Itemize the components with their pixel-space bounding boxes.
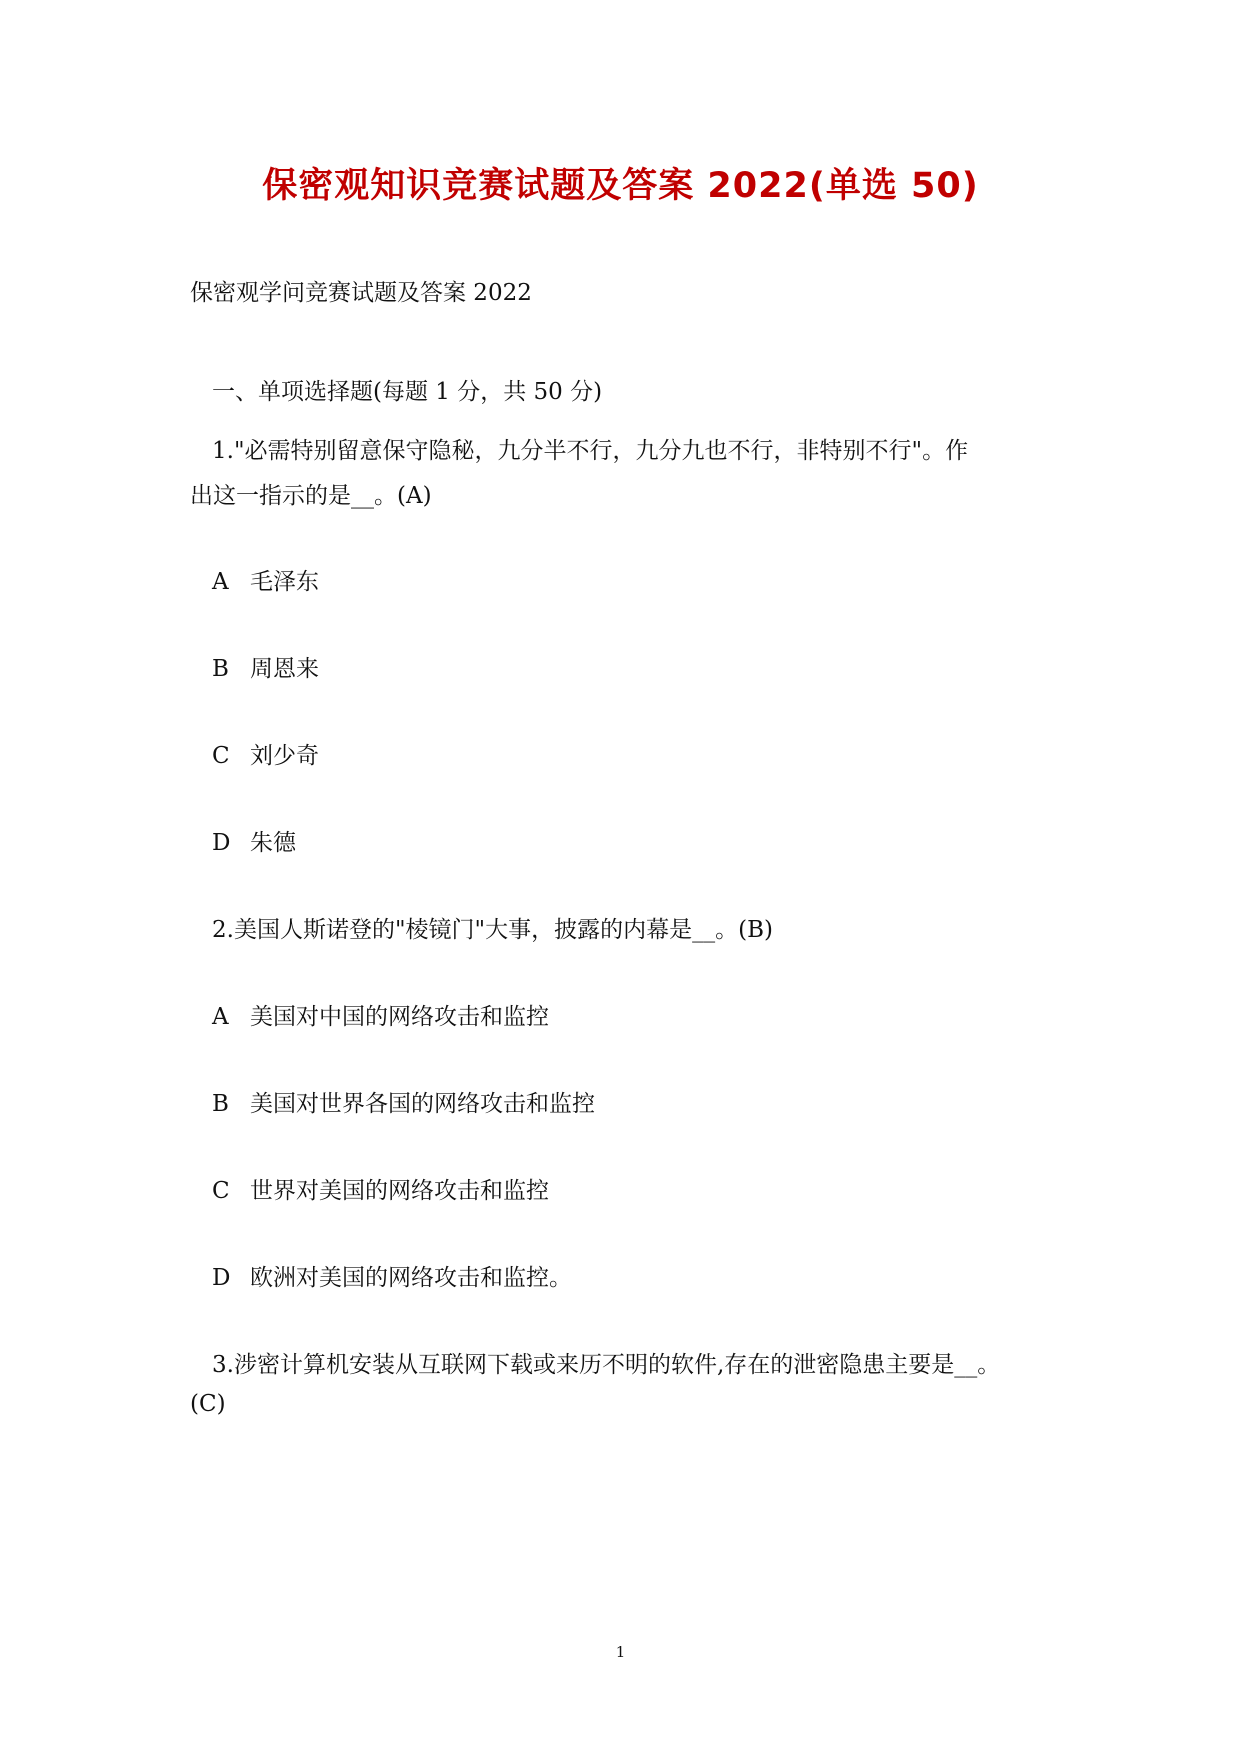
option-text: 世界对美国的网络攻击和监控 [250,1178,549,1204]
question-2-option-a [212,998,549,1031]
option-letter: D [212,1265,231,1291]
option-text: 美国对世界各国的网络攻击和监控 [250,1091,595,1117]
option-letter: B [212,1091,229,1117]
question-3-text-continued: (C) [190,1391,226,1417]
question-1-option-d [212,824,296,857]
option-text: 毛泽东 [250,569,319,595]
question-1-option-a [212,563,319,596]
question-2-option-b [212,1085,595,1118]
option-text: 欧洲对美国的网络攻击和监控。 [250,1265,572,1291]
page-number: 1 [615,1643,626,1661]
option-letter: B [212,656,229,682]
option-text: 刘少奇 [250,743,319,769]
option-letter: C [212,743,230,769]
option-text: 周恩来 [250,656,319,682]
option-text: 美国对中国的网络攻击和监控 [250,1004,549,1030]
question-1-option-c [212,737,319,770]
question-2-option-d [212,1259,572,1292]
question-1-text-continued: 出这一指示的是__。(A) [190,483,432,509]
option-letter: C [212,1178,230,1204]
question-1-option-b [212,650,319,683]
document-subtitle: 保密观学问竞赛试题及答案 2022 [190,280,532,306]
section-heading: 一、单项选择题(每题 1 分，共 50 分) [212,379,603,405]
question-3-text: 3.涉密计算机安装从互联网下载或来历不明的软件,存在的泄密隐患主要是__。 [212,1352,1001,1378]
question-2-text: 2.美国人斯诺登的"棱镜门"大事，披露的内幕是__。(B) [212,917,773,943]
option-text: 朱德 [250,830,296,856]
document-title: 保密观知识竞赛试题及答案 2022(单选 50) [262,166,979,206]
option-letter: A [212,1004,229,1030]
question-1-text: 1."必需特别留意保守隐秘，九分半不行，九分九也不行，非特别不行"。作 [212,438,969,464]
option-letter: D [212,830,231,856]
question-2-option-c [212,1172,549,1205]
option-letter: A [212,569,229,595]
